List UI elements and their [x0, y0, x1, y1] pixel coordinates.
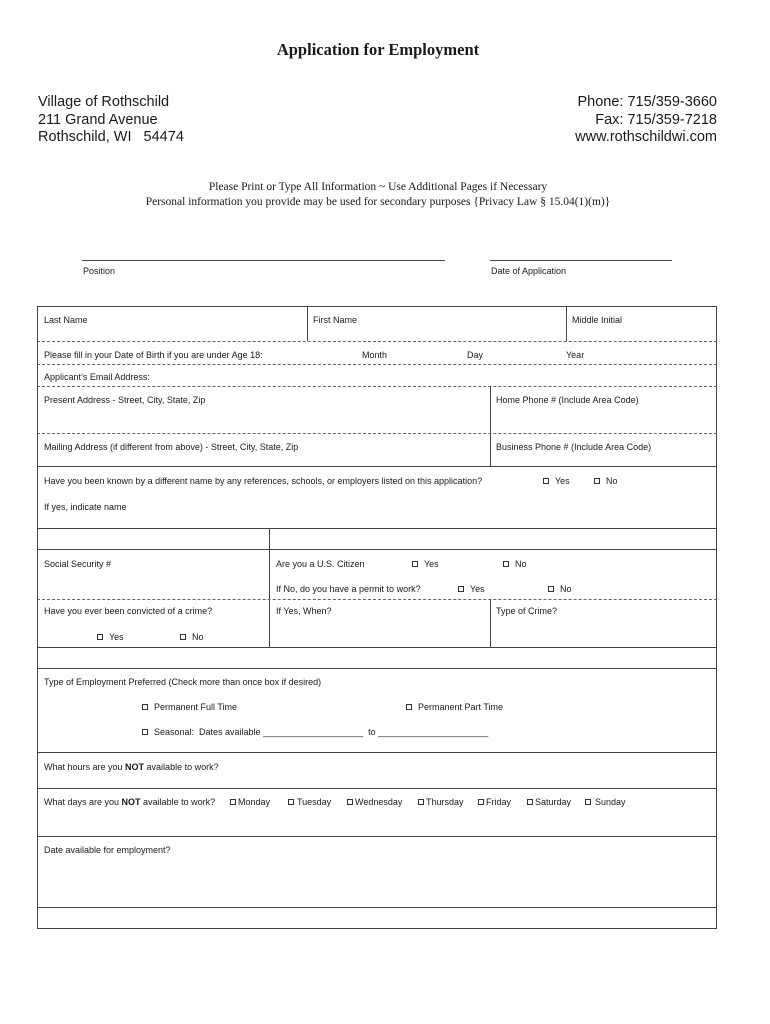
org-fax: Fax: 715/359-7218 [595, 112, 717, 128]
position-label: Position [83, 266, 116, 276]
convicted-yes[interactable]: Yes [97, 632, 124, 642]
checkbox-icon[interactable] [585, 799, 591, 805]
checkbox-icon[interactable] [142, 729, 148, 735]
seasonal-option[interactable]: Seasonal: Dates available ____________________ to ______________________ [142, 727, 488, 737]
permit-no[interactable]: No [548, 584, 572, 594]
first-name-label: First Name [313, 315, 358, 325]
permanent-full-time-option[interactable]: Permanent Full Time [142, 702, 237, 712]
org-street: 211 Grand Avenue [38, 112, 158, 128]
email-label: Applicant’s Email Address: [44, 372, 150, 382]
known-by-yes[interactable]: Yes [543, 476, 570, 486]
permanent-part-time-option[interactable]: Permanent Part Time [406, 702, 503, 712]
checkbox-icon[interactable] [594, 478, 600, 484]
instructions-line1: Please Print or Type All Information ~ Use Additional Pages if Necessary [208, 181, 548, 193]
position-field[interactable] [82, 260, 445, 261]
org-website: www.rothschildwi.com [575, 129, 717, 145]
convicted-no[interactable]: No [180, 632, 204, 642]
if-yes-when-label: If Yes, When? [276, 606, 332, 616]
form-left-border [37, 306, 38, 928]
checkbox-icon[interactable] [288, 799, 294, 805]
checkbox-icon[interactable] [180, 634, 186, 640]
day-sunday[interactable]: Sunday [585, 797, 626, 807]
checkbox-icon[interactable] [97, 634, 103, 640]
day-monday[interactable]: Monday [230, 797, 270, 807]
checkbox-icon[interactable] [548, 586, 554, 592]
convicted-question: Have you ever been convicted of a crime? [44, 606, 213, 616]
home-phone-label: Home Phone # (Include Area Code) [496, 395, 639, 405]
dob-year-label: Year [566, 350, 585, 360]
checkbox-icon[interactable] [230, 799, 236, 805]
form-bottom-border [37, 928, 717, 929]
employment-type-label: Type of Employment Preferred (Check more than once box if desired) [44, 677, 322, 687]
form-right-border [716, 306, 717, 928]
work-permit-label: If No, do you have a permit to work? [276, 584, 421, 594]
hours-not-available-label: What hours are you NOT available to work? [44, 762, 219, 772]
middle-initial-label: Middle Initial [572, 315, 623, 325]
checkbox-icon[interactable] [418, 799, 424, 805]
permit-yes[interactable]: Yes [458, 584, 485, 594]
org-name: Village of Rothschild [38, 94, 170, 110]
checkbox-icon[interactable] [142, 704, 148, 710]
last-name-label: Last Name [44, 315, 88, 325]
business-phone-label: Business Phone # (Include Area Code) [496, 442, 652, 452]
checkbox-icon[interactable] [503, 561, 509, 567]
known-by-no[interactable]: No [594, 476, 618, 486]
form-top-border [37, 306, 717, 307]
org-city: Rothschild, WI 54474 [38, 129, 184, 145]
present-address-label: Present Address - Street, City, State, Zip [44, 395, 206, 405]
dob-day-label: Day [467, 350, 484, 360]
days-not-available-label: What days are you NOT available to work? [44, 797, 216, 807]
checkbox-icon[interactable] [478, 799, 484, 805]
day-tuesday[interactable]: Tuesday [288, 797, 331, 807]
org-phone: Phone: 715/359-3660 [577, 94, 717, 110]
citizen-yes[interactable]: Yes [412, 559, 439, 569]
dob-prompt: Please fill in your Date of Birth if you are under Age 18: [44, 350, 263, 360]
citizen-no[interactable]: No [503, 559, 527, 569]
date-of-application-label: Date of Application [491, 266, 567, 276]
us-citizen-label: Are you a U.S. Citizen [276, 559, 365, 569]
checkbox-icon[interactable] [543, 478, 549, 484]
instructions-line2: Personal information you provide may be used for secondary purposes {Privacy Law § 15.04(1)(m)} [145, 196, 611, 208]
if-yes-name-label: If yes, indicate name [44, 502, 127, 512]
checkbox-icon[interactable] [347, 799, 353, 805]
crime-type-label: Type of Crime? [496, 606, 558, 616]
checkbox-icon[interactable] [527, 799, 533, 805]
checkbox-icon[interactable] [406, 704, 412, 710]
checkbox-icon[interactable] [412, 561, 418, 567]
date-available-label: Date available for employment? [44, 845, 171, 855]
page-title: Application for Employment [276, 40, 480, 59]
day-friday[interactable]: Friday [478, 797, 511, 807]
known-by-question: Have you been known by a different name by any references, schools, or employers listed on this application? [44, 476, 483, 486]
day-thursday[interactable]: Thursday [418, 797, 464, 807]
day-wednesday[interactable]: Wednesday [347, 797, 402, 807]
ssn-label: Social Security # [44, 559, 112, 569]
day-saturday[interactable]: Saturday [527, 797, 571, 807]
mailing-address-label: Mailing Address (if different from above) - Street, City, State, Zip [44, 442, 299, 452]
dob-month-label: Month [362, 350, 388, 360]
date-of-application-field[interactable] [490, 260, 672, 261]
checkbox-icon[interactable] [458, 586, 464, 592]
